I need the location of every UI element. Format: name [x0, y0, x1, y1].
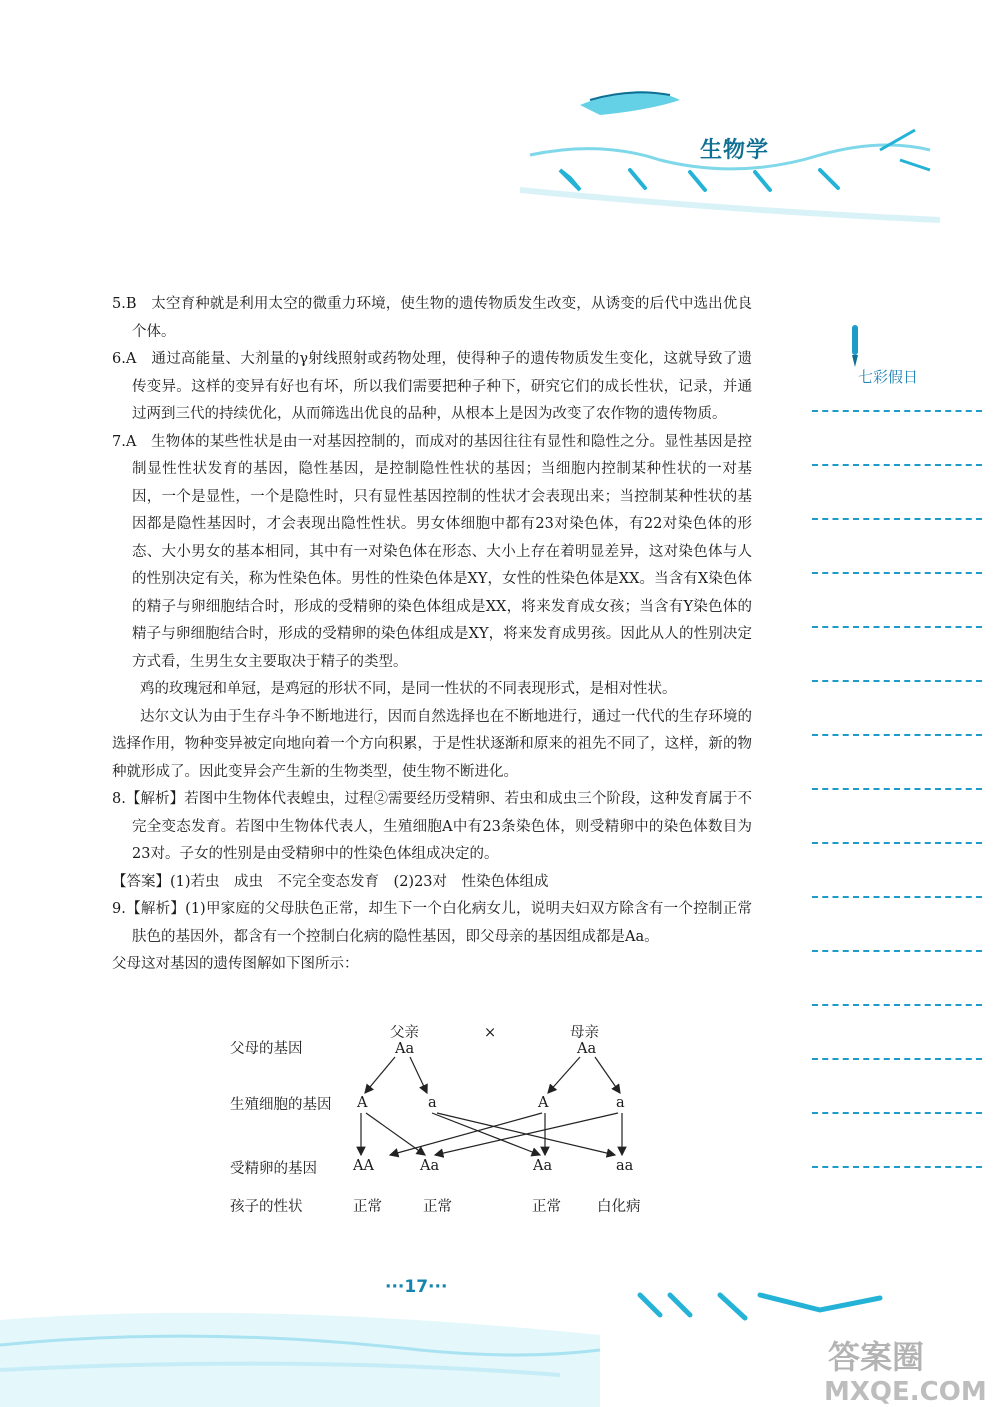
note-line [812, 410, 982, 412]
page-number: ···17··· [385, 1277, 448, 1297]
note-line [812, 842, 982, 844]
note-line [812, 896, 982, 898]
gamete-father-A: A [357, 1095, 368, 1111]
diagram-intro: 父母这对基因的遗传图解如下图所示： [112, 956, 359, 972]
row-label-gametes: 生殖细胞的基因 [230, 1097, 332, 1113]
note-line [812, 1166, 982, 1168]
note-line [812, 950, 982, 952]
inheritance-diagram [220, 1015, 680, 1225]
note-line [812, 626, 982, 628]
mother-label: 母亲 [570, 1025, 599, 1041]
mother-genes: Aa [577, 1041, 597, 1057]
note-line [812, 680, 982, 682]
answer-7-paragraph-3: 达尔文认为由于生存斗争不断地进行，因而自然选择也在不断地进行，通过一代代的生存环境的选择作用，物种变异被定向地向着一个方向积累，于是性状逐渐和原来的祖先不同了，这样，新的物种就形成了。因此变异会产生新的生物类型，使生物不断进化。 [112, 708, 752, 780]
note-line [812, 1004, 982, 1006]
watermark-logo [820, 1330, 995, 1405]
trait-4: 白化病 [597, 1199, 641, 1215]
zygote-2: Aa [420, 1158, 440, 1174]
answer-8-analysis: 8.【解析】若图中生物体代表蝗虫，过程②需要经历受精卵、若虫和成虫三个阶段，这种发育属于不完全变态发育。若图中生物体代表人，生殖细胞A中有23条染色体，则受精卵中的染色体数目为23对。子女的性别是由受精卵中的性染色体组成决定的。 [112, 791, 752, 862]
answer-5: 5.B 太空育种就是利用太空的微重力环境，使生物的遗传物质发生改变，从诱变的后代中选出优良个体。 [112, 296, 752, 340]
answer-text [112, 291, 752, 979]
svg-text:答案圈: 答案圈 [828, 1338, 925, 1376]
trait-2: 正常 [423, 1199, 452, 1215]
answer-7: 7.A 生物体的某些性状是由一对基因控制的，而成对的基因往往有显性和隐性之分。显性基因是控制显性性状发育的基因，隐性基因，是控制隐性性状的基因；当细胞内控制某种性状的一对基因，一个是显性，一个是隐性时，只有显性基因控制的性状才会表现出来；当控制某种性状的基因都是隐性基因时，才会表现出隐性性状。男女体细胞中都有23对染色体，有22对染色体的形态、大小男女的基本相同，其中有一对染色体在形态、大小上存在着明显差异，这对染色体与人的性别决定有关，称为性染色体。男性的性染色体是XY，女性的性染色体是XX。当含有X染色体的精子与卵细胞结合时，形成的受精卵的染色体组成是XX，将来发育成女孩；当含有Y染色体的精子与卵细胞结合时，形成的受精卵的染色体组成是XY，将来发育成男孩。因此从人的性别决定方式看，生男生女主要取决于精子的类型。 [112, 433, 752, 670]
row-label-traits: 孩子的性状 [230, 1199, 303, 1215]
note-line [812, 464, 982, 466]
gamete-mother-A: A [538, 1095, 549, 1111]
zygote-4: aa [616, 1158, 634, 1174]
zygote-3: Aa [533, 1158, 553, 1174]
note-line [812, 518, 982, 520]
pen-icon [850, 325, 860, 367]
cross-symbol: × [484, 1025, 497, 1041]
sidebar-label: 七彩假日 [858, 368, 919, 386]
gamete-mother-a: a [616, 1095, 625, 1111]
subject-title: 生物学 [700, 138, 770, 163]
answer-8-answer: 【答案】(1)若虫 成虫 不完全变态发育 (2)23对 性染色体组成 [112, 873, 549, 890]
zygote-1: AA [353, 1158, 374, 1174]
answer-7-paragraph-2: 鸡的玫瑰冠和单冠，是鸡冠的形状不同，是同一性状的不同表现形式，是相对性状。 [140, 681, 677, 697]
father-genes: Aa [395, 1041, 415, 1057]
note-line [812, 1058, 982, 1060]
gamete-father-a: a [428, 1095, 437, 1111]
note-line [812, 734, 982, 736]
note-line [812, 572, 982, 574]
note-line [812, 1112, 982, 1114]
svg-text:MXQE.COM: MXQE.COM [824, 1377, 987, 1405]
row-label-zygotes: 受精卵的基因 [230, 1161, 317, 1177]
note-line [812, 788, 982, 790]
note-lines [812, 410, 1000, 1220]
answer-9-analysis: 9.【解析】(1)甲家庭的父母肤色正常，却生下一个白化病女儿，说明夫妇双方除含有一个控制正常肤色的基因外，都含有一个控制白化病的隐性基因，即父母亲的基因组成都是Aa。 [112, 901, 752, 945]
father-label: 父亲 [390, 1025, 419, 1041]
trait-3: 正常 [532, 1199, 561, 1215]
row-label-parents: 父母的基因 [230, 1041, 303, 1057]
answer-6: 6.A 通过高能量、大剂量的γ射线照射或药物处理，使得种子的遗传物质发生变化，这就导致了遗传变异。这样的变异有好也有坏，所以我们需要把种子种下，研究它们的成长性状，记录，并通过两到三代的持续优化，从而筛选出优良的品种，从根本上是因为改变了农作物的遗传物质。 [112, 351, 752, 422]
trait-1: 正常 [353, 1199, 382, 1215]
